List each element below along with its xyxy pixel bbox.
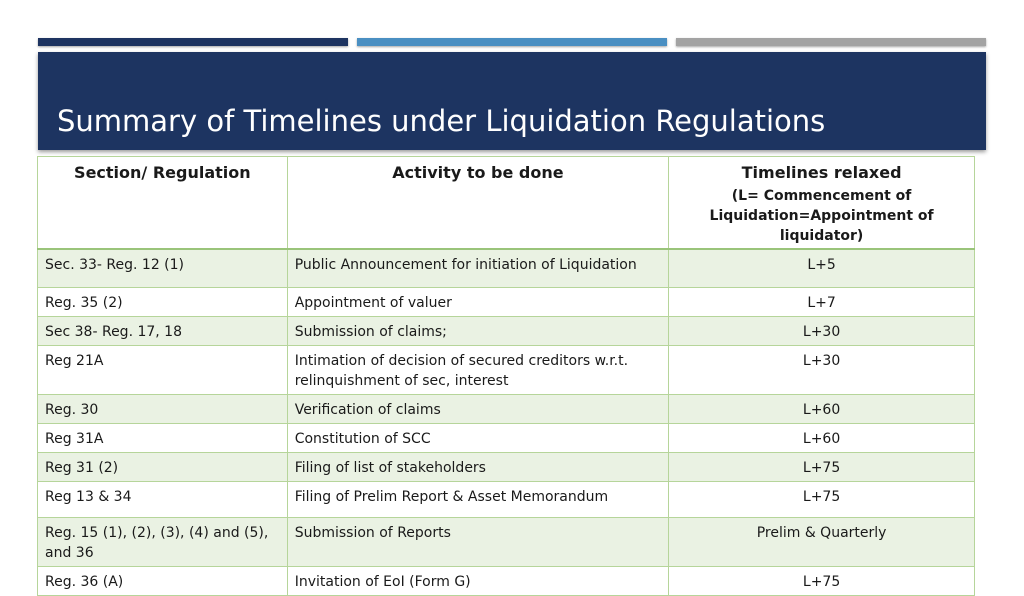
cell-activity: Verification of claims [287,394,668,423]
cell-activity: Public Announcement for initiation of Liquidation [287,249,668,287]
cell-timeline: L+60 [669,423,975,452]
table-header-row [38,157,975,250]
cell-section: Reg 21A [38,345,288,394]
cell-section: Sec. 33- Reg. 12 (1) [38,249,288,287]
table-row [38,345,975,394]
cell-activity: Filing of list of stakeholders [287,452,668,481]
cell-section: Reg. 15 (1), (2), (3), (4) and (5), and 36 [38,517,288,566]
cell-timeline: L+60 [669,394,975,423]
cell-section: Reg 31 (2) [38,452,288,481]
table-row [38,394,975,423]
accent-bar-gray [676,38,986,46]
cell-activity: Submission of Reports [287,517,668,566]
cell-activity: Filing of Prelim Report & Asset Memorandum [287,481,668,517]
header-activity: Activity to be done [287,157,668,250]
title-band [38,52,986,150]
cell-activity: Appointment of valuer [287,287,668,316]
table-row [38,316,975,345]
header-timelines-note: (L= Commencement of Liquidation=Appointment of liquidator) [709,188,934,244]
cell-timeline: L+30 [669,345,975,394]
slide-title: Summary of Timelines under Liquidation Regulations [57,104,826,138]
header-timelines-label: Timelines relaxed [741,163,902,182]
cell-activity: Constitution of SCC [287,423,668,452]
header-timelines [669,157,975,250]
accent-bar-navy [38,38,348,46]
cell-timeline: L+75 [669,452,975,481]
table-row [38,249,975,287]
cell-section: Reg. 30 [38,394,288,423]
cell-timeline: L+75 [669,566,975,595]
cell-timeline: Prelim & Quarterly [669,517,975,566]
cell-timeline: L+5 [669,249,975,287]
table-row [38,287,975,316]
cell-timeline: L+30 [669,316,975,345]
cell-section: Reg. 36 (A) [38,566,288,595]
cell-timeline: L+7 [669,287,975,316]
cell-activity: Intimation of decision of secured creditors w.r.t. relinquishment of sec, interest [287,345,668,394]
table-row [38,517,975,566]
table-row [38,481,975,517]
table-row [38,423,975,452]
cell-section: Reg. 35 (2) [38,287,288,316]
cell-activity: Submission of claims; [287,316,668,345]
cell-section: Reg 31A [38,423,288,452]
table-row [38,566,975,595]
cell-section: Reg 13 & 34 [38,481,288,517]
timelines-table [37,156,975,596]
accent-bar-blue [357,38,667,46]
cell-activity: Invitation of EoI (Form G) [287,566,668,595]
table-row [38,452,975,481]
cell-timeline: L+75 [669,481,975,517]
cell-section: Sec 38- Reg. 17, 18 [38,316,288,345]
header-section: Section/ Regulation [38,157,288,250]
